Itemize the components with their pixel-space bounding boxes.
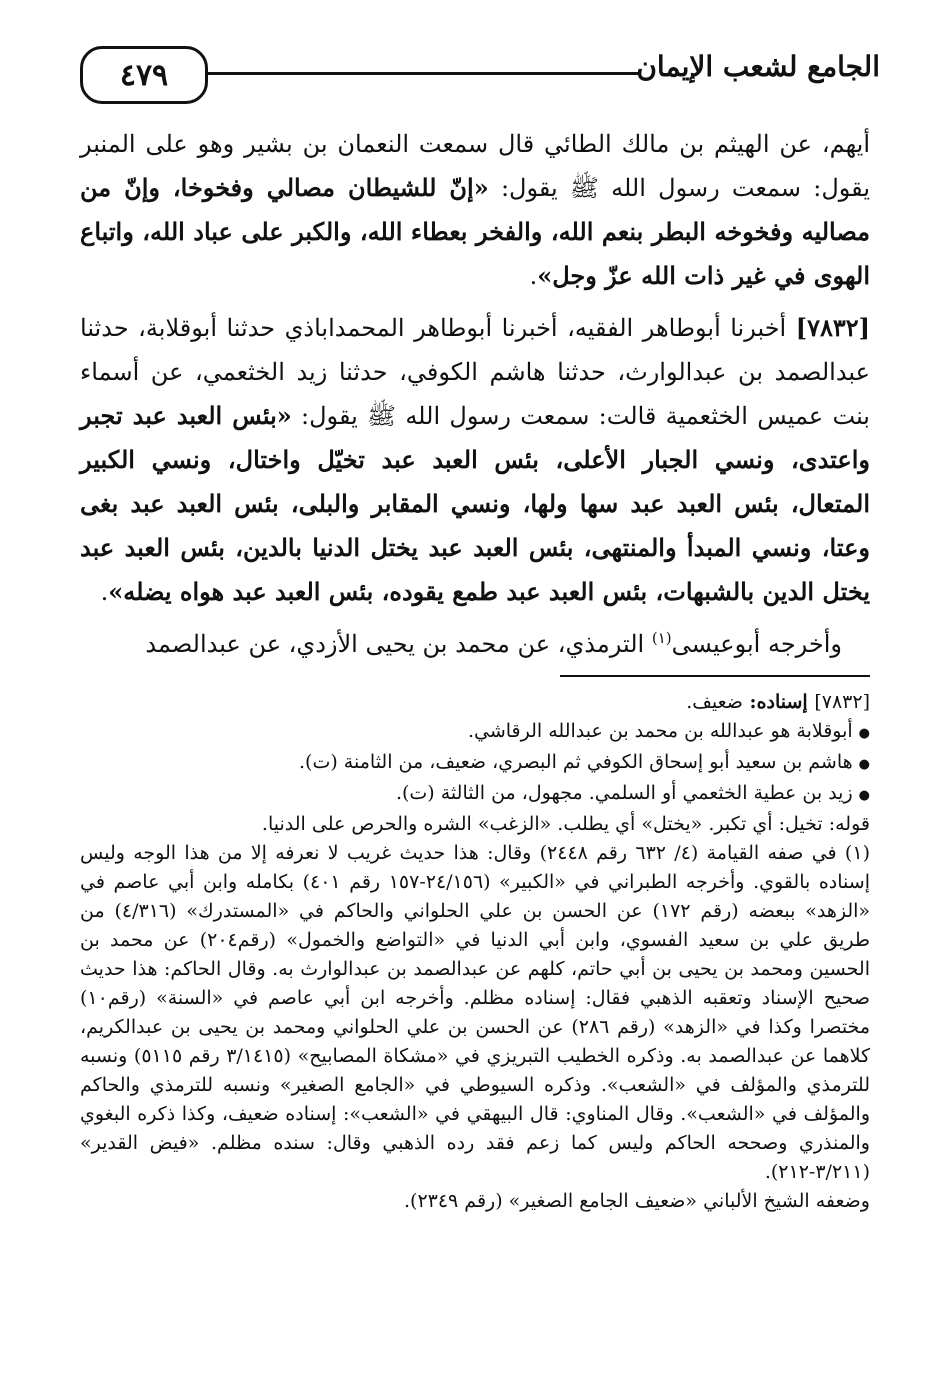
para2-hadith: «بئس العبد عبد تجبر واعتدى، ونسي الجبار الأعلى، بئس العبد عبد تخيّل واختال، ونسي الكبير المتعال، بئس العبد عبد سها ولها، ونسي المقابر والبلى، بئس العبد عبد بغى وعتا، ونسي المبدأ والمنتهى، بئس العبد عبد يختل الدنيا بالدين، بئس العبد عبد يختل الدين بالشبهات، بئس العبد عبد طمع يقوده، بئس العبد عبد هواه يضله» bbox=[80, 401, 870, 606]
isnad-grade-line bbox=[80, 688, 870, 717]
para2-end: . bbox=[100, 578, 109, 606]
page-number-box bbox=[80, 46, 208, 104]
para1-hadith: «إنّ للشيطان مصالي وفخوخا، وإنّ من مصاليه وفخوخه البطر بنعم الله، والفخر بعطاء الله، والكبر على عباد الله، واتباع الهوى في غير ذات الله عزّ وجل» bbox=[80, 173, 870, 290]
para2-isnad: أخبرنا أبوطاهر الفقيه، أخبرنا أبوطاهر المحمداباذي حدثنا أبوقلابة، حدثنا عبدالصمد بن عبدالوارث، حدثنا هاشم الكوفي، حدثنا زيد الخثعمي، عن أسماء بنت عميس الخثعمية قالت: سمعت رسول الله ﷺ يقول: bbox=[80, 314, 870, 430]
footnote-divider bbox=[560, 675, 870, 677]
narrator-note: ● هاشم بن سعيد أبو إسحاق الكوفي ثم البصري، ضعيف، من الثامنة (ت). bbox=[80, 748, 870, 779]
hadith-number: [٧٨٣٢] bbox=[795, 313, 870, 342]
para1-end: . bbox=[529, 262, 538, 290]
book-title: الجامع لشعب الإيمان bbox=[636, 50, 880, 83]
narrator-note: ● زيد بن عطية الخثعمي أو السلمي. مجهول، من الثالثة (ت). bbox=[80, 779, 870, 810]
paragraph-2 bbox=[80, 306, 870, 614]
vocabulary-note: قوله: تخيل: أي تكبر. «يختل» أي يطلب. «الزغب» الشره والحرص على الدنيا. bbox=[261, 813, 870, 835]
isnad-label: إسناده: bbox=[742, 691, 815, 713]
footnote-1: (١) في صفه القيامة (٤/ ٦٣٢ رقم ٢٤٤٨) وقال: هذا حديث غريب لا نعرفه إلا من هذا الوجه وليس إسناده بالقوي. وأخرجه الطبراني في «الكبير» (٢٤/١٥٦-١٥٧ رقم ٤٠١) بكامله وابن أبي عاصم في «الزهد» ببعضه (رقم ١٧٢) عن الحسن بن علي الحلواني والحاكم في «المستدرك» (٤/٣١٦) من طريق علي بن سعيد الفسوي، وابن أبي الدنيا في «التواضع والخمول» (رقم٢٠٤) عن محمد بن الحسين ومحمد بن يحيى بن أبي حاتم، كلهم عن عبدالصمد بن عبدالوارث به. وقال الحاكم: هذا حديث صحيح الإسناد وتعقبه الذهبي فقال: إسناده مظلم. وأخرجه ابن أبي عاصم في «السنة» (رقم١٠) مختصرا وكذا في «الزهد» (رقم ٢٨٦) عن الحسن بن علي الحلواني ومحمد بن يحيى بن عبدالكريم، كلاهما عن عبدالصمد به. وذكره الخطيب التبريزي في «مشكاة المصابيح» (٣/١٤١٥ رقم ٥١١٥) ونسبه للترمذي والمؤلف في «الشعب». وذكره السيوطي في «الجامع الصغير» ونسبه للترمذي والحاكم والمؤلف في «الشعب». وقال المناوي: قال البيهقي في «الشعب»: إسناده ضعيف، وكذا ذكره البغوي والمنذري وصححه الحاكم وليس كما زعم فقد رده الذهبي وقال: سنده مظلم. «فيض القدير» (٣/٢١١-٢١٢). bbox=[80, 842, 871, 1183]
isnad-number: [٧٨٣٢] bbox=[814, 691, 870, 713]
page-header bbox=[70, 42, 880, 112]
para3-after: الترمذي، عن محمد بن يحيى الأزدي، عن عبدالصمد bbox=[145, 630, 652, 658]
paragraph-3 bbox=[80, 622, 870, 666]
para1-intro: سمعت رسول الله ﷺ يقول: bbox=[488, 174, 802, 202]
page-number: ٤٧٩ bbox=[119, 57, 169, 93]
para1-line1: أيهم، عن الهيثم بن مالك الطائي قال سمعت النعمان بن بشير وهو على المنبر يقول: bbox=[80, 130, 870, 202]
footnote-ref: (١) bbox=[651, 629, 672, 647]
paragraph-1 bbox=[80, 122, 870, 298]
main-text bbox=[80, 122, 870, 674]
notes-section bbox=[80, 688, 870, 1216]
para3-before: وأخرجه أبوعيسى bbox=[671, 630, 842, 658]
albani-note: وضعفه الشيخ الألباني «ضعيف الجامع الصغير» (رقم ٢٣٤٩). bbox=[403, 1190, 870, 1212]
header-rule bbox=[208, 72, 640, 75]
isnad-grade: ضعيف. bbox=[686, 691, 743, 713]
narrator-note: ● أبوقلابة هو عبدالله بن محمد بن عبدالله الرقاشي. bbox=[80, 717, 870, 748]
